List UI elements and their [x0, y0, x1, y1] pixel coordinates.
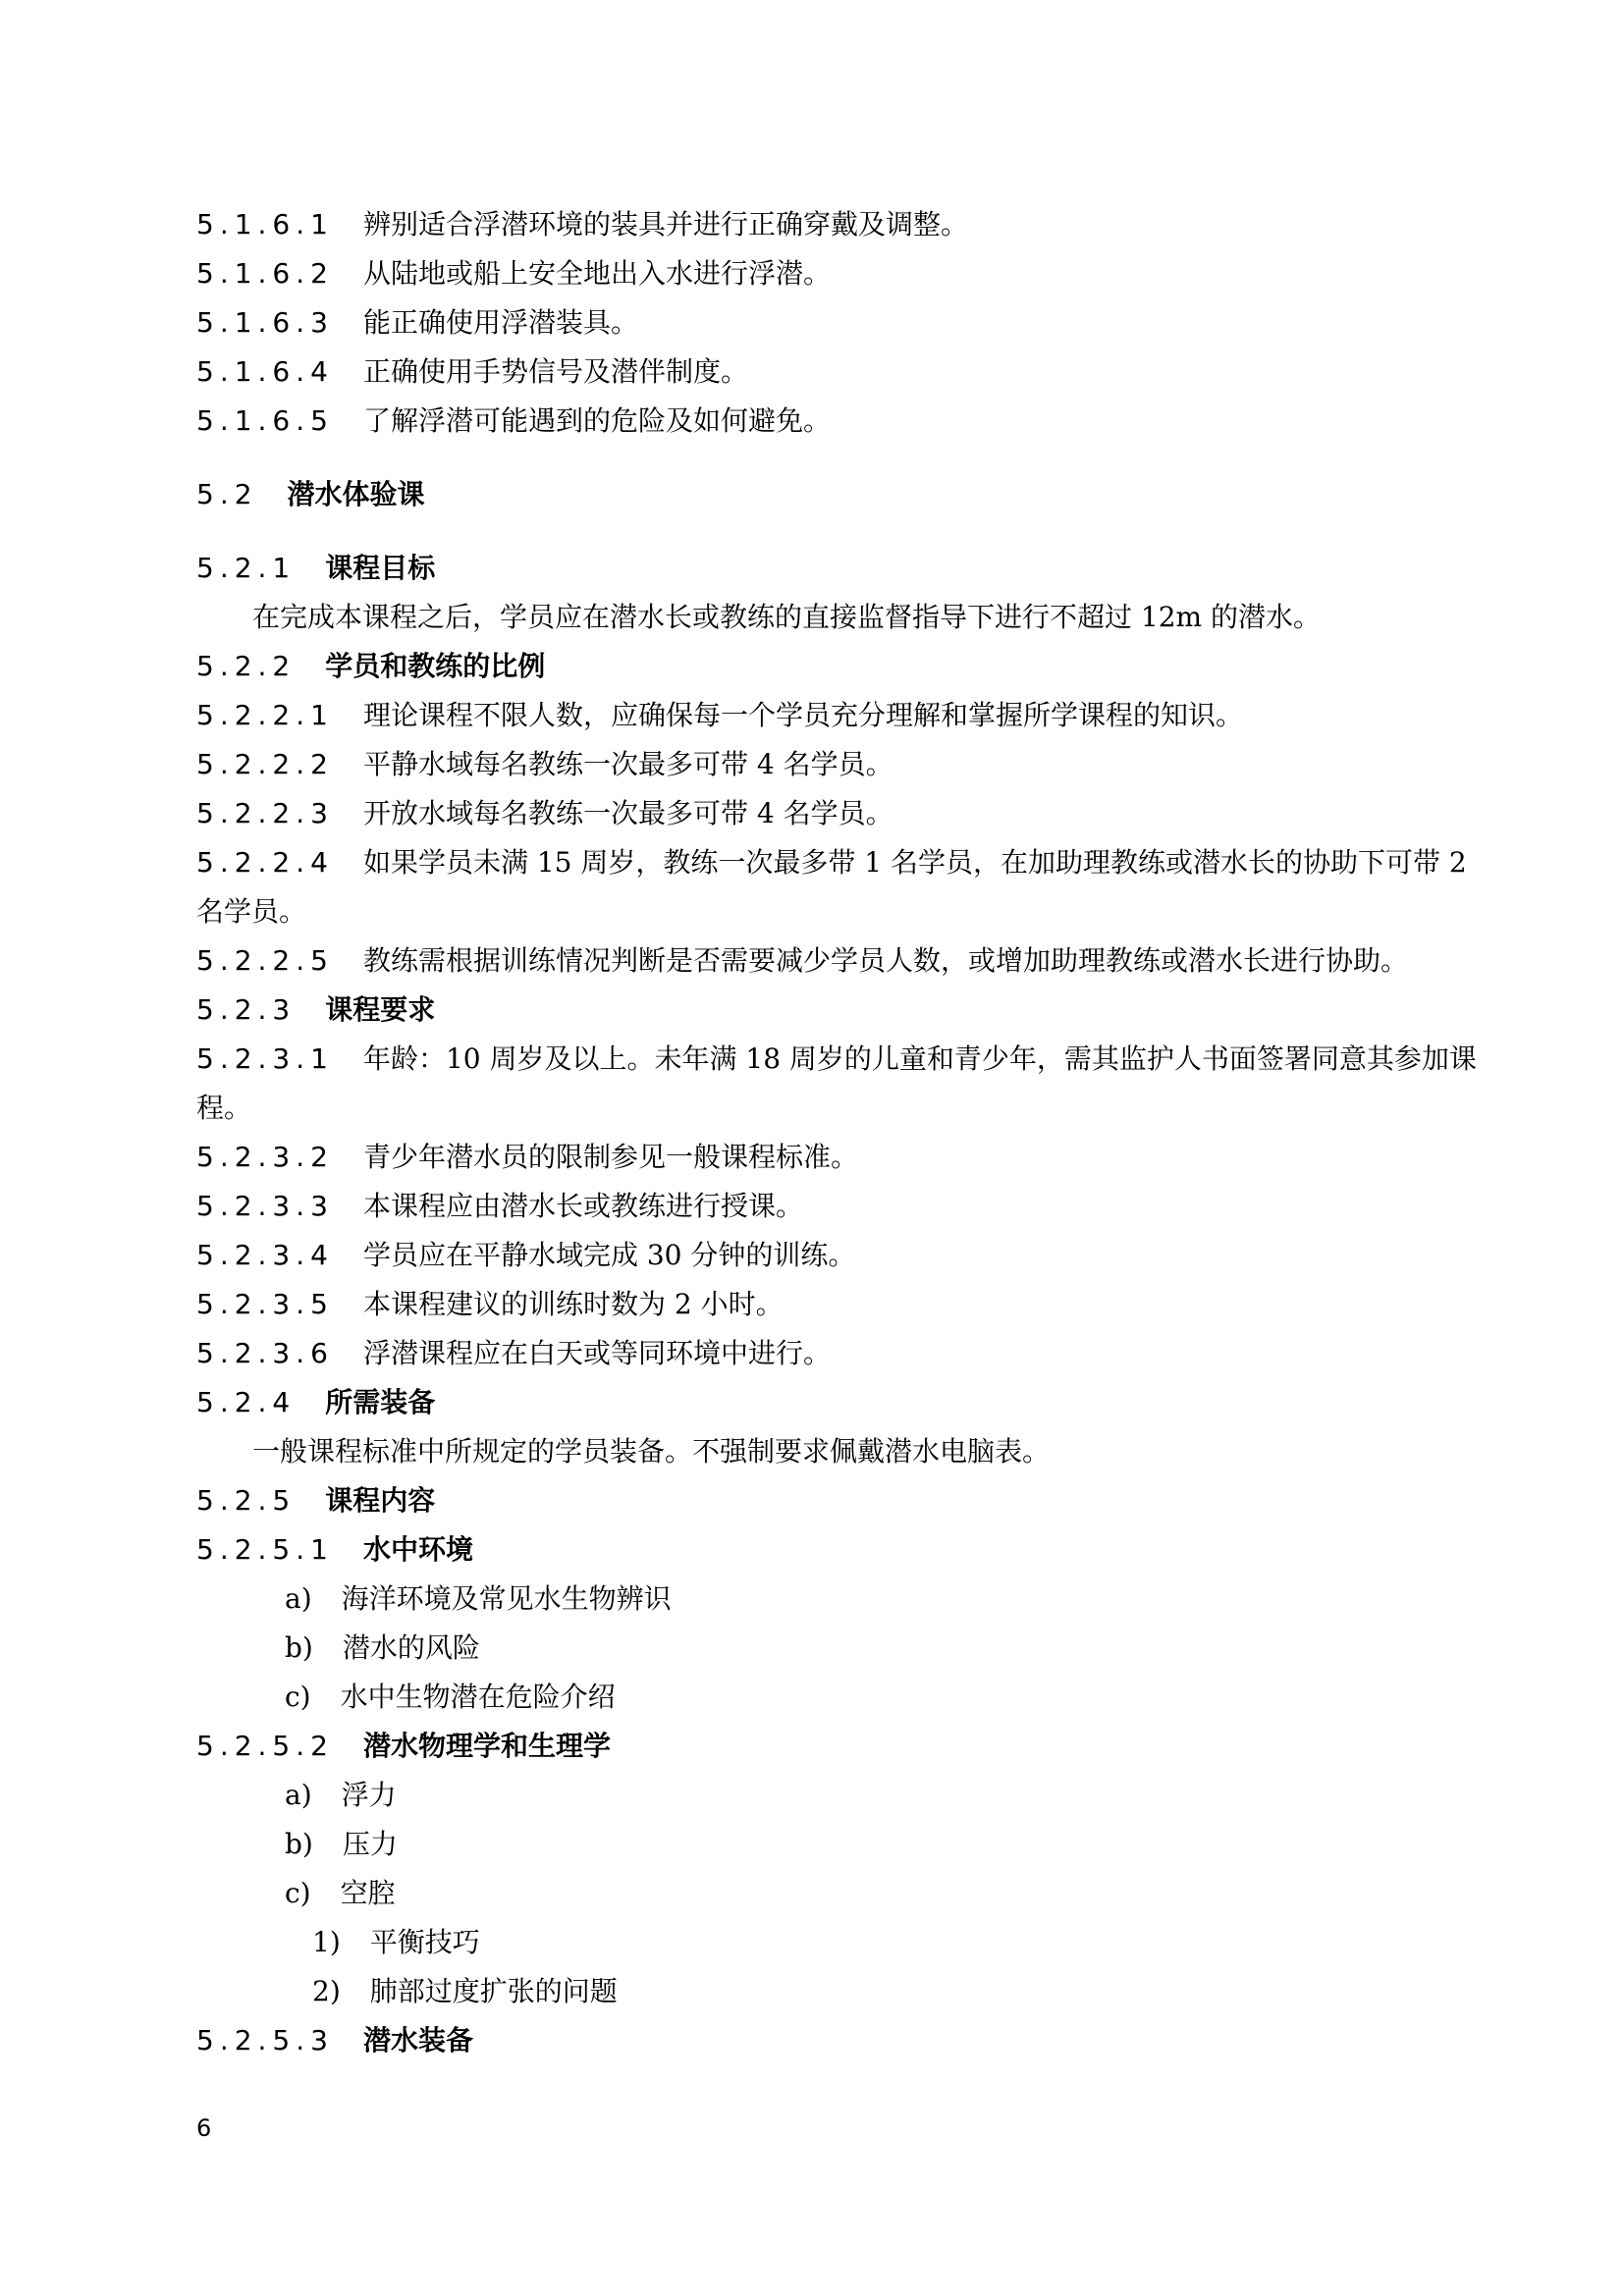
item-number: 5.2.2.1 — [196, 699, 334, 731]
list-item-c — [285, 1680, 616, 1715]
list-text: 浮力 — [341, 1779, 397, 1811]
item-text: 辨别适合浮潜环境的装具并进行正确穿戴及调整。 — [362, 208, 968, 240]
item-5-2-3-2 — [196, 1140, 858, 1175]
list-text: 平衡技巧 — [369, 1926, 480, 1958]
list-item-a — [285, 1581, 672, 1617]
item-number: 5.2.3.1 — [196, 1042, 334, 1075]
section-number: 5.2.4 — [196, 1386, 297, 1418]
section-heading-5-2-5-2 — [196, 1729, 611, 1764]
item-5-2-2-4 — [196, 845, 1467, 881]
item-number: 5.2.2.5 — [196, 944, 334, 977]
list-marker: a) — [285, 1582, 312, 1615]
section-title: 潜水装备 — [362, 2024, 473, 2056]
item-5-2-3-3 — [196, 1189, 803, 1224]
paragraph-text: 一般课程标准中所规定的学员装备。不强制要求佩戴潜水电脑表。 — [252, 1435, 1051, 1468]
section-number: 5.2 — [196, 478, 258, 510]
item-text: 从陆地或船上安全地出入水进行浮潜。 — [362, 257, 831, 290]
list-item-b — [285, 1827, 398, 1862]
item-text: 平静水域每名教练一次最多可带 4 名学员。 — [362, 748, 893, 780]
item-text: 浮潜课程应在白天或等同环境中进行。 — [362, 1337, 831, 1369]
list-marker: 2) — [312, 1975, 341, 2007]
list-marker: b) — [285, 1828, 313, 1860]
section-title: 课程内容 — [325, 1484, 436, 1517]
item-number: 5.1.6.4 — [196, 355, 334, 388]
item-text: 教练需根据训练情况判断是否需要减少学员人数，或增加助理教练或潜水长进行协助。 — [362, 944, 1408, 977]
item-text: 正确使用手势信号及潜伴制度。 — [362, 355, 748, 388]
section-number: 5.2.5.1 — [196, 1533, 334, 1566]
item-5-2-2-1 — [196, 698, 1243, 733]
section-title: 潜水物理学和生理学 — [362, 1730, 611, 1762]
section-heading-5-2-5 — [196, 1483, 435, 1519]
section-heading-5-2-5-1 — [196, 1532, 473, 1568]
list-marker: c) — [285, 1877, 311, 1909]
item-5-1-6-4 — [196, 354, 748, 390]
paragraph-text: 在完成本课程之后，学员应在潜水长或教练的直接监督指导下进行不超过 12m 的潜水。 — [252, 601, 1321, 633]
item-number: 5.1.6.5 — [196, 404, 334, 437]
item-number: 5.2.2.3 — [196, 797, 334, 829]
item-5-2-2-5 — [196, 943, 1408, 979]
item-text: 理论课程不限人数，应确保每一个学员充分理解和掌握所学课程的知识。 — [362, 699, 1243, 731]
list-item-c — [285, 1876, 396, 1911]
item-5-1-6-5 — [196, 403, 831, 439]
section-number: 5.2.5.2 — [196, 1730, 334, 1762]
section-title: 所需装备 — [325, 1386, 436, 1418]
item-number: 5.1.6.3 — [196, 306, 334, 339]
item-number: 5.1.6.1 — [196, 208, 334, 240]
section-heading-5-2-3 — [196, 992, 435, 1028]
item-text: 程。 — [196, 1092, 252, 1124]
section-title: 水中环境 — [362, 1533, 473, 1566]
item-5-1-6-2 — [196, 256, 831, 292]
section-number: 5.2.5.3 — [196, 2024, 334, 2056]
item-text: 了解浮潜可能遇到的危险及如何避免。 — [362, 404, 831, 437]
section-title: 课程目标 — [325, 552, 436, 584]
section-number: 5.2.1 — [196, 552, 297, 584]
item-text: 本课程建议的训练时数为 2 小时。 — [362, 1288, 784, 1320]
item-5-2-2-2 — [196, 747, 893, 782]
item-5-1-6-3 — [196, 305, 638, 341]
section-number: 5.2.5 — [196, 1484, 297, 1517]
item-text: 能正确使用浮潜装具。 — [362, 306, 638, 339]
page-number: 6 — [196, 2114, 212, 2142]
list-marker: a) — [285, 1779, 312, 1811]
section-title: 潜水体验课 — [287, 478, 425, 510]
section-heading-5-2-1 — [196, 551, 435, 586]
section-heading-5-2 — [196, 477, 425, 512]
list-text: 压力 — [342, 1828, 398, 1860]
list-text: 海洋环境及常见水生物辨识 — [341, 1582, 672, 1615]
section-heading-5-2-5-3 — [196, 2023, 473, 2058]
list-marker: b) — [285, 1631, 313, 1664]
list-text: 肺部过度扩张的问题 — [369, 1975, 618, 2007]
section-number: 5.2.2 — [196, 650, 297, 682]
sublist-item-1 — [312, 1925, 480, 1960]
list-text: 水中生物潜在危险介绍 — [340, 1681, 616, 1713]
item-5-2-3-6 — [196, 1336, 831, 1371]
sublist-item-2 — [312, 1974, 618, 2009]
item-number: 5.2.3.2 — [196, 1141, 334, 1173]
item-number: 5.2.2.4 — [196, 846, 334, 879]
item-text: 开放水域每名教练一次最多可带 4 名学员。 — [362, 797, 893, 829]
list-marker: 1) — [312, 1926, 341, 1958]
item-5-1-6-1 — [196, 207, 968, 242]
item-text: 名学员。 — [196, 895, 307, 928]
item-5-2-2-4-cont — [196, 894, 306, 930]
section-title: 课程要求 — [325, 993, 436, 1026]
item-number: 5.2.3.6 — [196, 1337, 334, 1369]
paragraph-equipment — [252, 1434, 1050, 1469]
list-marker: c) — [285, 1681, 311, 1713]
item-5-2-3-4 — [196, 1238, 855, 1273]
list-item-a — [285, 1778, 397, 1813]
item-5-2-3-1-cont — [196, 1091, 251, 1126]
item-5-2-3-5 — [196, 1287, 784, 1322]
item-text: 青少年潜水员的限制参见一般课程标准。 — [362, 1141, 858, 1173]
item-number: 5.2.3.4 — [196, 1239, 334, 1271]
item-text: 本课程应由潜水长或教练进行授课。 — [362, 1190, 803, 1222]
item-text: 年龄：10 周岁及以上。未年满 18 周岁的儿童和青少年，需其监护人书面签署同意其参加课 — [362, 1042, 1477, 1075]
item-number: 5.2.3.3 — [196, 1190, 334, 1222]
list-text: 潜水的风险 — [342, 1631, 480, 1664]
section-title: 学员和教练的比例 — [325, 650, 546, 682]
list-item-b — [285, 1630, 480, 1666]
list-text: 空腔 — [340, 1877, 396, 1909]
item-text: 学员应在平静水域完成 30 分钟的训练。 — [362, 1239, 856, 1271]
section-heading-5-2-4 — [196, 1385, 435, 1420]
paragraph-course-goal — [252, 600, 1321, 635]
item-number: 5.1.6.2 — [196, 257, 334, 290]
item-number: 5.2.2.2 — [196, 748, 334, 780]
item-5-2-2-3 — [196, 796, 893, 831]
section-number: 5.2.3 — [196, 993, 297, 1026]
item-number: 5.2.3.5 — [196, 1288, 334, 1320]
section-heading-5-2-2 — [196, 649, 545, 684]
item-5-2-3-1 — [196, 1041, 1477, 1077]
item-text: 如果学员未满 15 周岁，教练一次最多带 1 名学员，在加助理教练或潜水长的协助下可带 2 — [362, 846, 1467, 879]
